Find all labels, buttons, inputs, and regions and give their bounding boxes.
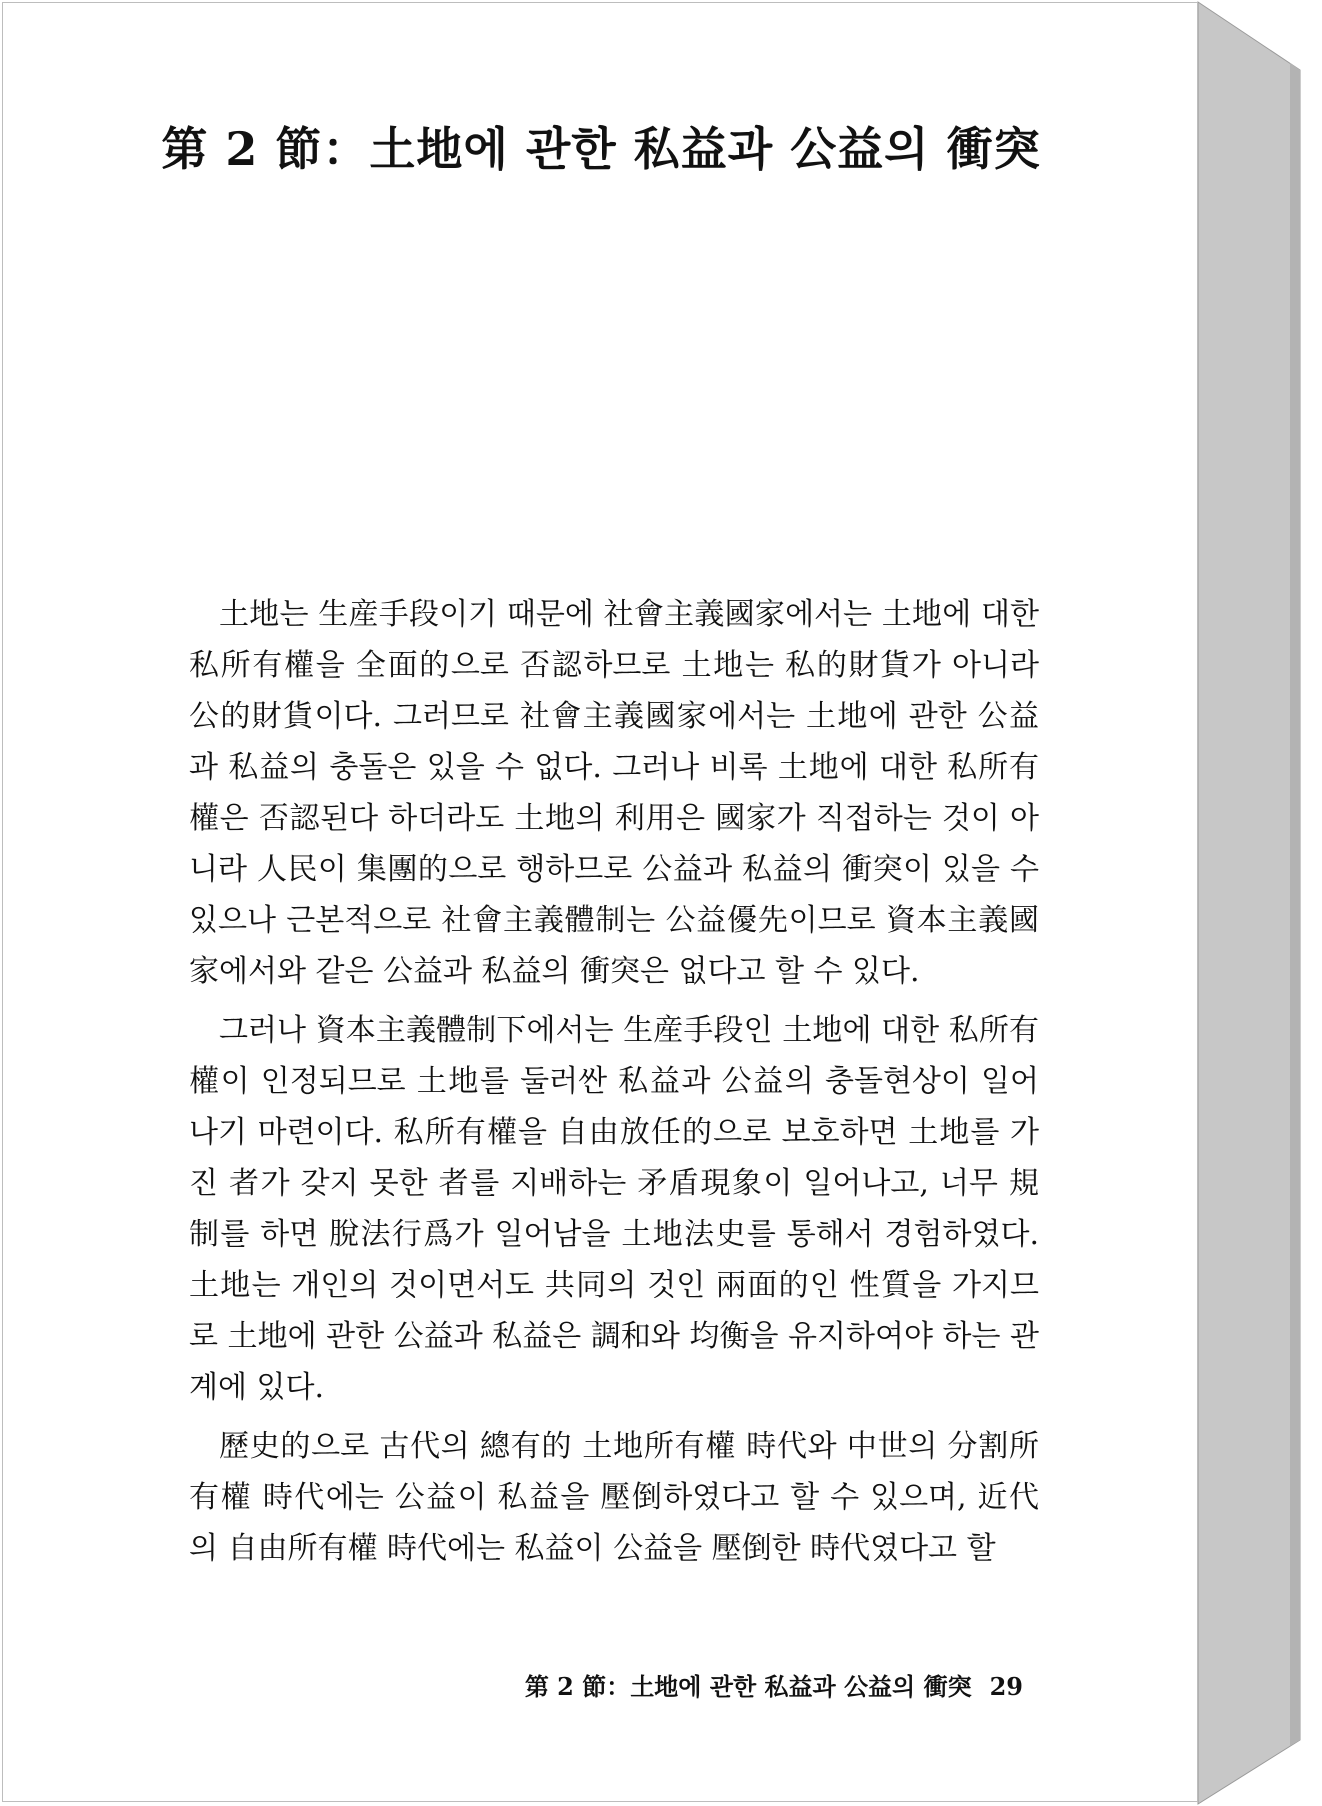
paragraph: 土地는 生産手段이기 때문에 社會主義國家에서는 土地에 대한 私所有權을 全面的으로 否認하므로 土地는 私的財貨가 아니라 公的財貨이다. 그러므로 社會主義國家에서는 土地에 관한 公益과 私益의 충돌은 있을 수 없다. 그러나 비록 土地에 대한 私所有權은 否認된다 하더라도 土地의 利用은 國家가 직접하는 것이 아니라 人民이 集團的으로 행하므로 公益과 私益의 衝突이 있을 수 있으나 근본적으로 社會主義體制는 公益優先이므로 資本主義國家에서와 같은 公益과 私益의 衝突은 없다고 할 수 있다. <box>189 597 1039 989</box>
book-page <box>2 2 1198 1802</box>
body-text <box>189 589 1039 1582</box>
page-number: 29 <box>989 1672 1023 1701</box>
running-footer <box>503 1667 1023 1702</box>
book-side-face <box>1198 2 1300 1804</box>
paragraph: 그러나 資本主義體制下에서는 生産手段인 土地에 대한 私所有權이 인정되므로 土地를 둘러싼 私益과 公益의 충돌현상이 일어나기 마련이다. 私所有權을 自由放任的으로 보호하면 土地를 가진 者가 갖지 못한 者를 지배하는 矛盾現象이 일어나고, 너무 規制를 하면 脫法行爲가 일어남을 土地法史를 통해서 경험하였다. 土地는 개인의 것이면서도 共同의 것인 兩面的인 性質을 가지므로 土地에 관한 公益과 私益은 調和와 均衡을 유지하여야 하는 관계에 있다. <box>189 1013 1039 1405</box>
book-side-shadow <box>1290 63 1300 1746</box>
footer-title: 第 2 節：土地에 관한 私益과 公益의 衝突 <box>524 1672 972 1701</box>
chapter-heading: 第 2 節：土地에 관한 私益과 公益의 衝突 <box>161 122 1041 176</box>
paragraph: 歷史的으로 古代의 總有的 土地所有權 時代와 中世의 分割所有權 時代에는 公益이 私益을 壓倒하였다고 할 수 있으며, 近代의 自由所有權 時代에는 私益이 公益을 壓倒한 時代였다고 할 <box>189 1429 1039 1566</box>
